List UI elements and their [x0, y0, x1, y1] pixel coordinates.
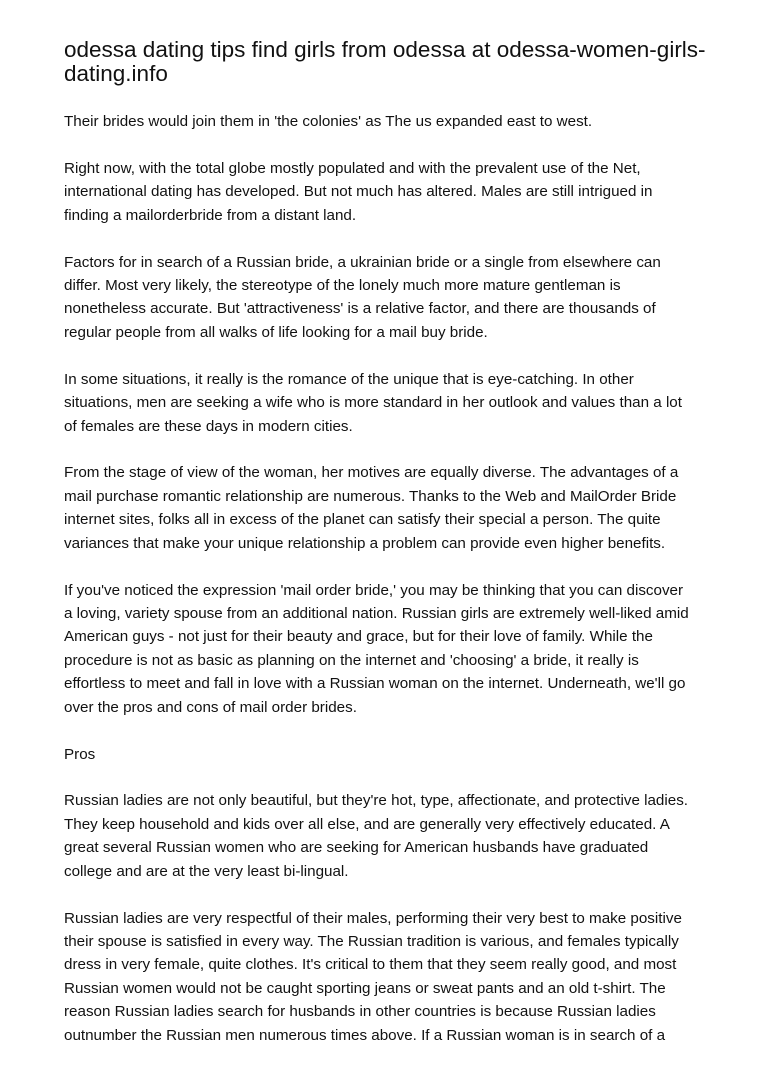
page-title: odessa dating tips find girls from odessa at odessa-women-girls-dating.info — [64, 37, 706, 86]
document-body — [64, 38, 724, 1071]
section-heading-pros: Pros — [64, 745, 96, 763]
paragraph-intro: Their brides would join them in 'the colonies' as The us expanded east to west. — [64, 113, 593, 130]
paragraph-woman-view: From the stage of view of the woman, her motives are equally diverse. The advantages of a mail purchase romantic relationship are numerous. Thanks to the Web and MailOrder Bride internet sites, folks all in excess of the planet can satisfy their special a person. The quite variances that make your unique relationship a problem can provide even higher benefits. — [64, 464, 679, 552]
paragraph-factors: Factors for in search of a Russian bride, a ukrainian bride or a single from elsewhere can differ. Most very likely, the stereotype of the lonely much more mature gentleman is nonetheless accurate. But 'attractiveness' is a relative factor, and there are thousands of regular people from all walks of life looking for a mail buy bride. — [64, 253, 661, 341]
paragraph-pros-2: Russian ladies are very respectful of their males, performing their very best to make positive their spouse is satisfied in every way. The Russian tradition is various, and females typically dress in very female, quite clothes. It's critical to them that they seem really good, and most Russian women would not be caught sporting jeans or sweat pants and an old t-shirt. The reason Russian ladies search for husbands in other countries is because Russian ladies outnumber the Russian men numerous times above. If a Russian woman is in search of a — [64, 909, 682, 1044]
paragraph-modern-dating: Right now, with the total globe mostly populated and with the prevalent use of the Net, international dating has developed. But not much has altered. Males are still intrigued in finding a mailorderbride from a distant land. — [64, 159, 653, 224]
paragraph-romance: In some situations, it really is the romance of the unique that is eye-catching. In other situations, men are seeking a wife who is more standard in her outlook and values than a lot of females are these days in modern cities. — [64, 370, 682, 435]
paragraph-mail-order-bride: If you've noticed the expression 'mail order bride,' you may be thinking that you can discover a loving, variety spouse from an additional nation. Russian girls are extremely well-liked amid American guys - not just for their beauty and grace, but for their love of family. While the procedure is not as basic as planning on the internet and 'choosing' a bride, it really is effortless to meet and fall in love with a Russian woman on the internet. Underneath, we'll go over the pros and cons of mail order brides. — [64, 581, 689, 716]
paragraph-pros-1: Russian ladies are not only beautiful, but they're hot, type, affectionate, and protective ladies. They keep household and kids over all else, and are generally very effectively educated. A great several Russian women who are seeking for American husbands have graduated college and are at the very least bi-lingual. — [64, 792, 689, 880]
